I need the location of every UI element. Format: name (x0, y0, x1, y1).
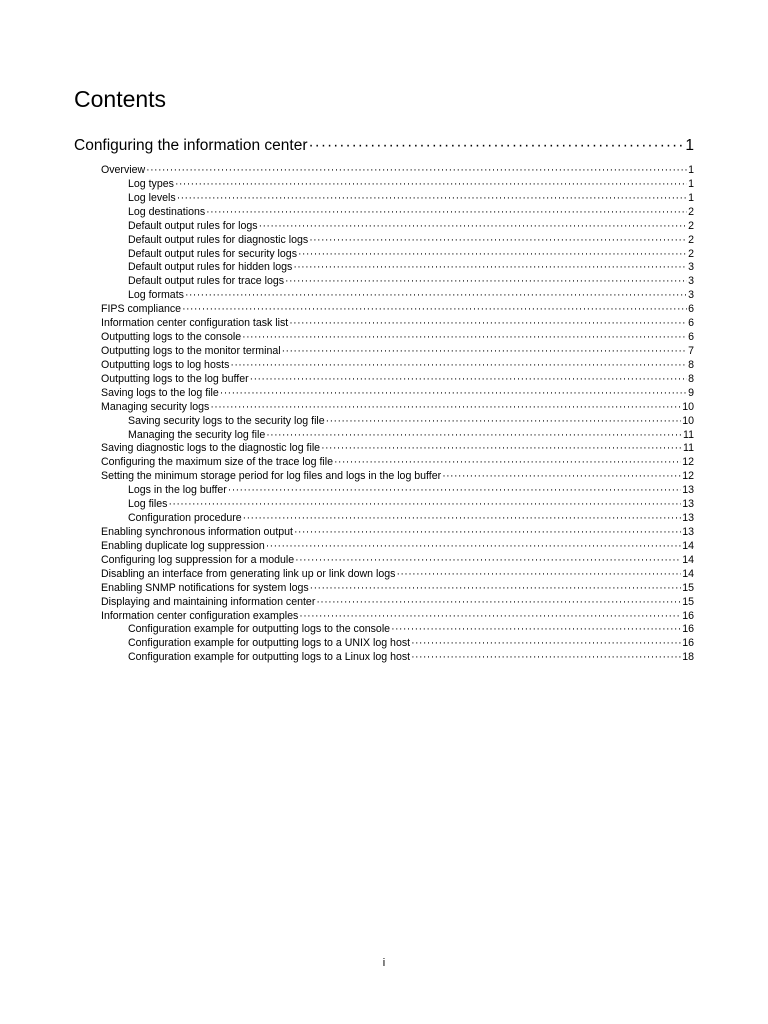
toc-entry-label: Log destinations (128, 205, 206, 218)
toc-entry[interactable] (101, 164, 694, 178)
toc-entry[interactable] (101, 373, 694, 387)
dot-leader (266, 429, 682, 443)
toc-entry-page-number: 13 (682, 484, 694, 497)
toc-entry-label: Saving diagnostic logs to the diagnostic log file (101, 442, 321, 455)
toc-entry-page-number: 14 (682, 539, 694, 552)
toc-entry-label: Default output rules for diagnostic logs (128, 233, 309, 246)
toc-entry-page-number: 1 (688, 177, 694, 190)
toc-entry-label: Outputting logs to the log buffer (101, 372, 249, 385)
toc-entry[interactable] (101, 582, 694, 596)
toc-entry-page-number: 13 (682, 525, 694, 538)
dot-leader (391, 623, 681, 637)
toc-entry-label: Disabling an interface from generating link up or link down logs (101, 567, 396, 580)
dot-leader (298, 248, 687, 262)
toc-entry-page-number: 11 (683, 442, 694, 455)
toc-entry-label: Default output rules for hidden logs (128, 261, 293, 274)
toc-entry-page-number: 15 (682, 595, 694, 608)
dot-leader (285, 275, 687, 289)
toc-entry-page-number: 16 (682, 609, 694, 622)
toc-entry[interactable] (101, 568, 694, 582)
toc-entry-label: Enabling synchronous information output (101, 525, 293, 538)
toc-entry-label: Configuring log suppression for a module (101, 553, 295, 566)
toc-entry-page-number: 6 (688, 331, 694, 344)
chapter-title: Configuring the information center (74, 137, 308, 154)
toc-entry-page-number: 2 (688, 219, 694, 232)
dot-leader (206, 206, 687, 220)
toc-entry[interactable] (101, 470, 694, 484)
dot-leader (210, 401, 681, 415)
toc-entry-page-number: 12 (682, 456, 694, 469)
toc-entry-page-number: 10 (682, 400, 694, 413)
toc-entry[interactable] (101, 345, 694, 359)
toc-entry-page-number: 12 (682, 470, 694, 483)
dot-leader (411, 651, 681, 665)
toc-entry-label: Outputting logs to the console (101, 331, 242, 344)
dot-leader (396, 568, 681, 582)
toc-chapter-entry[interactable] (74, 136, 694, 156)
toc-entry[interactable] (101, 261, 694, 275)
toc-entry-page-number: 7 (688, 344, 694, 357)
toc-entry-label: Setting the minimum storage period for log files and logs in the log buffer (101, 470, 442, 483)
toc-entry[interactable] (101, 651, 694, 665)
dot-leader (182, 303, 687, 317)
toc-entry-label: Saving security logs to the security log file (128, 414, 325, 427)
toc-entry-label: Log levels (128, 191, 176, 204)
toc-entry[interactable] (101, 596, 694, 610)
toc-entry-page-number: 14 (682, 567, 694, 580)
toc-entry[interactable] (101, 289, 694, 303)
toc-entry[interactable] (101, 623, 694, 637)
toc-entry-page-number: 3 (688, 289, 694, 302)
dot-leader (299, 610, 681, 624)
toc-entry-label: FIPS compliance (101, 303, 182, 316)
dot-leader (230, 359, 687, 373)
dot-leader (175, 178, 687, 192)
toc-entry[interactable] (101, 540, 694, 554)
toc-entry-label: Displaying and maintaining information center (101, 595, 316, 608)
dot-leader (282, 345, 687, 359)
dot-leader (168, 498, 681, 512)
toc-entry-page-number: 8 (688, 372, 694, 385)
toc-entry-label: Configuration example for outputting logs to the console (128, 623, 391, 636)
dot-leader (146, 164, 687, 178)
toc-entry-page-number: 18 (682, 651, 694, 664)
toc-entry-page-number: 9 (688, 386, 694, 399)
dot-leader (295, 554, 681, 568)
toc-entry-page-number: 16 (682, 637, 694, 650)
page-title: Contents (74, 86, 167, 112)
dot-leader (294, 526, 681, 540)
toc-entry-page-number: 13 (682, 512, 694, 525)
toc-entry-page-number: 1 (688, 164, 694, 176)
toc-entry-label: Configuration example for outputting logs to a Linux log host (128, 651, 411, 664)
toc-entry-label: Enabling duplicate log suppression (101, 539, 265, 552)
dot-leader (326, 415, 682, 429)
toc-entry-page-number: 16 (682, 623, 694, 636)
toc-entry-label: Default output rules for logs (128, 219, 258, 232)
dot-leader (316, 596, 681, 610)
dot-leader (310, 582, 682, 596)
toc-entry-label: Configuring the maximum size of the trace log file (101, 456, 333, 469)
toc-entry[interactable] (101, 248, 694, 262)
dot-leader (334, 456, 681, 470)
toc-entry-page-number: 14 (682, 553, 694, 566)
toc-entry[interactable] (101, 526, 694, 540)
dot-leader (289, 317, 687, 331)
toc-entry[interactable] (101, 456, 694, 470)
toc-entry-label: Configuration procedure (128, 512, 242, 525)
toc-entry[interactable] (101, 331, 694, 345)
dot-leader (242, 331, 687, 345)
toc-entry-label: Saving logs to the log file (101, 386, 219, 399)
toc-entry-label: Log types (128, 177, 174, 190)
dot-leader (309, 234, 687, 248)
toc-entry-page-number: 6 (688, 317, 694, 330)
chapter-page-number: 1 (685, 137, 694, 154)
toc-entry-page-number: 2 (688, 205, 694, 218)
toc-entry-label: Log files (128, 498, 168, 511)
toc-entry[interactable] (101, 415, 694, 429)
toc-entry[interactable] (101, 220, 694, 234)
toc-entry-label: Information center configuration examples (101, 609, 299, 622)
toc-entry[interactable] (101, 303, 694, 317)
toc-entry[interactable] (101, 554, 694, 568)
toc-entry[interactable] (101, 637, 694, 651)
toc-entry-label: Outputting logs to log hosts (101, 358, 230, 371)
dot-leader (309, 136, 685, 156)
toc-entry[interactable] (101, 512, 694, 526)
toc-entry[interactable] (101, 429, 694, 443)
toc-entry-page-number: 3 (688, 261, 694, 274)
dot-leader (266, 540, 681, 554)
toc-entry-page-number: 1 (688, 191, 694, 204)
toc-entry-page-number: 3 (688, 275, 694, 288)
dot-leader (243, 512, 682, 526)
toc-entry-page-number: 2 (688, 247, 694, 260)
dot-leader (250, 373, 687, 387)
toc-entry[interactable] (101, 442, 694, 456)
toc-entry-label: Default output rules for trace logs (128, 275, 285, 288)
dot-leader (293, 261, 687, 275)
toc-entry[interactable] (101, 484, 694, 498)
toc-entry[interactable] (101, 275, 694, 289)
toc-entry[interactable] (101, 317, 694, 331)
toc-entry-page-number: 10 (682, 414, 694, 427)
toc-entry[interactable] (101, 206, 694, 220)
toc-entry-label: Enabling SNMP notifications for system logs (101, 581, 309, 594)
toc-entry-page-number: 6 (688, 303, 694, 316)
toc-entry-label: Outputting logs to the monitor terminal (101, 344, 281, 357)
toc-entry-label: Managing the security log file (128, 428, 266, 441)
toc-entry-label: Overview (101, 164, 146, 176)
toc-entry-label: Logs in the log buffer (128, 484, 227, 497)
toc-entry[interactable] (101, 192, 694, 206)
toc-entry[interactable] (101, 234, 694, 248)
toc-entry[interactable] (101, 498, 694, 512)
dot-leader (228, 484, 681, 498)
toc-entry-page-number: 2 (688, 233, 694, 246)
toc-entry[interactable] (101, 178, 694, 192)
toc-entry-label: Default output rules for security logs (128, 247, 297, 260)
toc-entry-page-number: 13 (682, 498, 694, 511)
toc-entry[interactable] (101, 359, 694, 373)
page-number: i (382, 957, 386, 969)
toc-list (101, 164, 694, 665)
dot-leader (259, 220, 688, 234)
toc-entry[interactable] (101, 387, 694, 401)
dot-leader (411, 637, 681, 651)
toc-entry[interactable] (101, 610, 694, 624)
toc-entry[interactable] (101, 401, 694, 415)
toc-entry-label: Log formats (128, 289, 184, 302)
toc-entry-label: Configuration example for outputting logs to a UNIX log host (128, 637, 411, 650)
toc-entry-page-number: 11 (683, 428, 694, 441)
toc-entry-label: Information center configuration task list (101, 317, 289, 330)
toc-entry-page-number: 8 (688, 358, 694, 371)
dot-leader (442, 470, 681, 484)
dot-leader (177, 192, 687, 206)
toc-entry-label: Managing security logs (101, 400, 210, 413)
dot-leader (185, 289, 687, 303)
dot-leader (220, 387, 687, 401)
toc-entry-page-number: 15 (682, 581, 694, 594)
dot-leader (321, 442, 682, 456)
